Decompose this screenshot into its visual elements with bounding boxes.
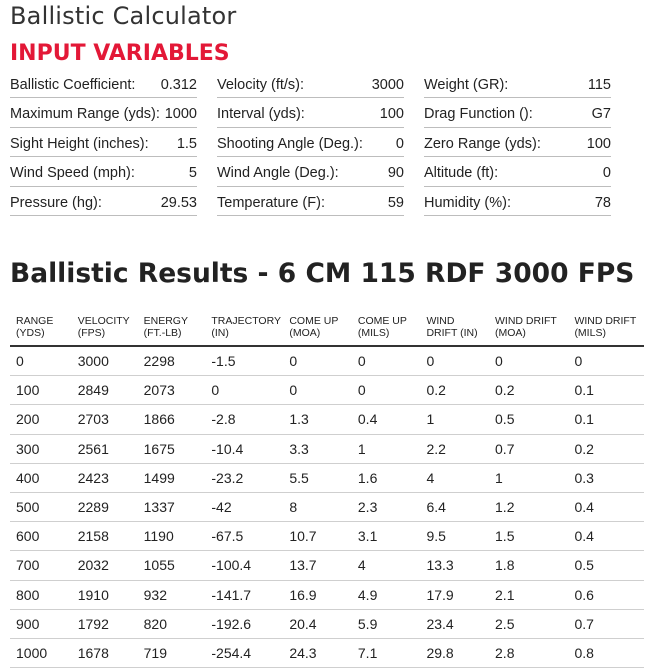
table-cell: 800	[10, 580, 72, 609]
table-cell: 2289	[72, 492, 138, 521]
column-header-line: (MILS)	[357, 327, 390, 339]
table-cell: 1	[352, 434, 421, 463]
table-cell: 1337	[138, 492, 206, 521]
table-cell: -1.5	[205, 346, 283, 376]
table-cell: 13.3	[420, 551, 489, 580]
table-row	[10, 580, 644, 609]
table-cell: 900	[10, 609, 72, 638]
table-cell: -42	[205, 492, 283, 521]
column-header-line: VELOCITY	[77, 315, 130, 327]
input-field[interactable]	[424, 129, 611, 157]
input-field[interactable]	[217, 129, 404, 157]
column-header-line: DRIFT (IN)	[426, 327, 478, 339]
table-cell: -2.8	[205, 405, 283, 434]
input-field[interactable]	[217, 70, 404, 98]
column-header-line: (MOA)	[289, 327, 321, 339]
column-header-line: WIND DRIFT	[574, 315, 637, 327]
input-field[interactable]	[217, 188, 404, 216]
input-row	[10, 100, 614, 130]
table-cell: 2073	[138, 376, 206, 405]
input-field[interactable]	[424, 188, 611, 216]
table-cell: 2849	[72, 376, 138, 405]
table-cell: 2.2	[420, 434, 489, 463]
table-cell: 700	[10, 551, 72, 580]
input-row	[10, 159, 614, 189]
table-cell: -100.4	[205, 551, 283, 580]
table-cell: 0.4	[352, 405, 421, 434]
input-label: Altitude (ft):	[424, 165, 499, 182]
table-cell: 1.6	[352, 463, 421, 492]
input-label: Pressure (hg):	[10, 194, 102, 211]
input-row	[10, 70, 614, 100]
table-cell: 0.6	[568, 580, 644, 609]
input-row	[10, 129, 614, 159]
input-field[interactable]	[424, 70, 611, 98]
column-header-line: TRAJECTORY	[211, 315, 281, 327]
table-cell: 1.3	[283, 405, 352, 434]
table-cell: 7.1	[352, 638, 421, 667]
input-label: Sight Height (inches):	[10, 135, 149, 152]
table-cell: 0	[283, 346, 352, 376]
table-cell: 2.8	[489, 638, 568, 667]
table-cell: 0.4	[568, 492, 644, 521]
table-cell: 2.1	[489, 580, 568, 609]
table-cell: 0	[420, 346, 489, 376]
table-cell: 820	[138, 609, 206, 638]
table-cell: -23.2	[205, 463, 283, 492]
input-field[interactable]	[424, 100, 611, 128]
input-label: Weight (GR):	[424, 76, 509, 93]
column-header-line: (FPS)	[77, 327, 106, 339]
table-cell: 300	[10, 434, 72, 463]
input-value[interactable]: 0	[395, 135, 404, 152]
results-title: Ballistic Results - 6 CM 115 RDF 3000 FPS	[10, 258, 635, 289]
input-label: Interval (yds):	[217, 106, 305, 123]
table-cell: 1	[420, 405, 489, 434]
table-cell: 4	[352, 551, 421, 580]
table-cell: 1792	[72, 609, 138, 638]
table-cell: 500	[10, 492, 72, 521]
table-cell: 0.7	[489, 434, 568, 463]
table-cell: 24.3	[283, 638, 352, 667]
table-cell: 3.1	[352, 522, 421, 551]
input-field[interactable]	[10, 70, 197, 98]
input-field[interactable]	[424, 159, 611, 187]
input-value[interactable]: G7	[591, 106, 611, 123]
input-variables-grid	[10, 70, 614, 218]
input-field[interactable]	[10, 188, 197, 216]
page-title: Ballistic Calculator	[10, 2, 237, 30]
input-value[interactable]: 115	[587, 76, 611, 93]
input-label: Wind Angle (Deg.):	[217, 165, 339, 182]
input-label: Temperature (F):	[217, 194, 325, 211]
table-header-row	[10, 313, 644, 346]
table-cell: 5.5	[283, 463, 352, 492]
table-cell: 0	[352, 376, 421, 405]
input-value[interactable]: 5	[188, 165, 197, 182]
table-cell: 932	[138, 580, 206, 609]
table-cell: 1000	[10, 638, 72, 667]
table-cell: 0	[489, 346, 568, 376]
column-header	[10, 313, 72, 346]
table-cell: 8	[283, 492, 352, 521]
table-row	[10, 463, 644, 492]
table-cell: -10.4	[205, 434, 283, 463]
column-header	[138, 313, 206, 346]
table-cell: 1.5	[489, 522, 568, 551]
table-cell: 1499	[138, 463, 206, 492]
input-field[interactable]	[217, 159, 404, 187]
table-cell: 9.5	[420, 522, 489, 551]
table-row	[10, 522, 644, 551]
table-cell: 1910	[72, 580, 138, 609]
table-row	[10, 434, 644, 463]
table-row	[10, 638, 644, 667]
column-header	[72, 313, 138, 346]
input-value[interactable]: 59	[387, 194, 404, 211]
table-cell: 0.4	[568, 522, 644, 551]
table-cell: 2.3	[352, 492, 421, 521]
table-cell: 0.2	[489, 376, 568, 405]
input-label: Ballistic Coefficient:	[10, 76, 136, 93]
input-field[interactable]	[10, 159, 197, 187]
input-value[interactable]: 90	[387, 165, 404, 182]
column-header	[568, 313, 644, 346]
table-cell: 20.4	[283, 609, 352, 638]
column-header-line: COME UP	[289, 315, 339, 327]
table-cell: 1675	[138, 434, 206, 463]
table-cell: 0	[10, 346, 72, 376]
column-header	[205, 313, 283, 346]
column-header	[352, 313, 421, 346]
input-row	[10, 188, 614, 218]
table-cell: 0.1	[568, 376, 644, 405]
input-value[interactable]: 78	[594, 194, 611, 211]
input-value[interactable]: 1000	[164, 106, 197, 123]
column-header	[283, 313, 352, 346]
input-field[interactable]	[10, 129, 197, 157]
input-label: Velocity (ft/s):	[217, 76, 305, 93]
table-cell: 0	[283, 376, 352, 405]
table-cell: 600	[10, 522, 72, 551]
table-cell: 10.7	[283, 522, 352, 551]
column-header-line: ENERGY	[143, 315, 188, 327]
table-cell: 2158	[72, 522, 138, 551]
table-cell: -141.7	[205, 580, 283, 609]
table-cell: 2703	[72, 405, 138, 434]
table-cell: 1055	[138, 551, 206, 580]
table-cell: 4	[420, 463, 489, 492]
table-cell: 0	[352, 346, 421, 376]
table-cell: 0	[205, 376, 283, 405]
table-cell: 2032	[72, 551, 138, 580]
column-header	[489, 313, 568, 346]
table-row	[10, 609, 644, 638]
table-cell: 17.9	[420, 580, 489, 609]
table-cell: 100	[10, 376, 72, 405]
table-cell: 719	[138, 638, 206, 667]
table-row	[10, 346, 644, 376]
table-cell: 1866	[138, 405, 206, 434]
table-cell: 2561	[72, 434, 138, 463]
input-field[interactable]	[10, 100, 197, 128]
column-header-line: (FT.-LB)	[143, 327, 182, 339]
table-cell: 1678	[72, 638, 138, 667]
input-label: Zero Range (yds):	[424, 135, 541, 152]
column-header-line: (YDS)	[16, 327, 45, 339]
input-label: Drag Function ():	[424, 106, 533, 123]
table-cell: 5.9	[352, 609, 421, 638]
table-cell: 1.8	[489, 551, 568, 580]
table-row	[10, 376, 644, 405]
table-cell: 3000	[72, 346, 138, 376]
input-field[interactable]	[217, 100, 404, 128]
input-value[interactable]: 100	[379, 106, 404, 123]
table-cell: -192.6	[205, 609, 283, 638]
input-value[interactable]: 100	[586, 135, 611, 152]
input-label: Shooting Angle (Deg.):	[217, 135, 363, 152]
table-cell: -254.4	[205, 638, 283, 667]
column-header-line: (IN)	[211, 327, 229, 339]
column-header-line: RANGE	[16, 315, 54, 327]
column-header-line: COME UP	[357, 315, 407, 327]
table-cell: 23.4	[420, 609, 489, 638]
input-label: Maximum Range (yds):	[10, 106, 160, 123]
table-cell: 0.5	[489, 405, 568, 434]
input-value[interactable]: 0	[602, 165, 611, 182]
column-header	[420, 313, 489, 346]
input-label: Wind Speed (mph):	[10, 165, 135, 182]
table-cell: 0.2	[420, 376, 489, 405]
table-cell: 200	[10, 405, 72, 434]
table-cell: 0.3	[568, 463, 644, 492]
table-cell: 1	[489, 463, 568, 492]
table-cell: 2.5	[489, 609, 568, 638]
table-row	[10, 405, 644, 434]
table-cell: 13.7	[283, 551, 352, 580]
input-variables-heading: INPUT VARIABLES	[10, 41, 230, 66]
table-cell: -67.5	[205, 522, 283, 551]
table-cell: 0.2	[568, 434, 644, 463]
table-cell: 1.2	[489, 492, 568, 521]
table-row	[10, 492, 644, 521]
column-header-line: (MOA)	[495, 327, 526, 339]
input-value[interactable]: 3000	[371, 76, 404, 93]
table-cell: 4.9	[352, 580, 421, 609]
column-header-line: WIND	[426, 315, 455, 327]
table-cell: 0.1	[568, 405, 644, 434]
table-cell: 0.7	[568, 609, 644, 638]
table-cell: 16.9	[283, 580, 352, 609]
table-cell: 0.8	[568, 638, 644, 667]
input-label: Humidity (%):	[424, 194, 512, 211]
table-cell: 3.3	[283, 434, 352, 463]
table-cell: 6.4	[420, 492, 489, 521]
column-header-line: (MILS)	[574, 327, 606, 339]
ballistic-results-table	[10, 313, 644, 668]
table-cell: 0	[568, 346, 644, 376]
table-cell: 2298	[138, 346, 206, 376]
column-header-line: WIND DRIFT	[495, 315, 557, 327]
table-cell: 400	[10, 463, 72, 492]
input-value[interactable]: 29.53	[160, 194, 197, 211]
table-cell: 2423	[72, 463, 138, 492]
table-cell: 1190	[138, 522, 206, 551]
input-value[interactable]: 1.5	[176, 135, 197, 152]
table-cell: 0.5	[568, 551, 644, 580]
table-row	[10, 551, 644, 580]
table-cell: 29.8	[420, 638, 489, 667]
input-value[interactable]: 0.312	[160, 76, 197, 93]
